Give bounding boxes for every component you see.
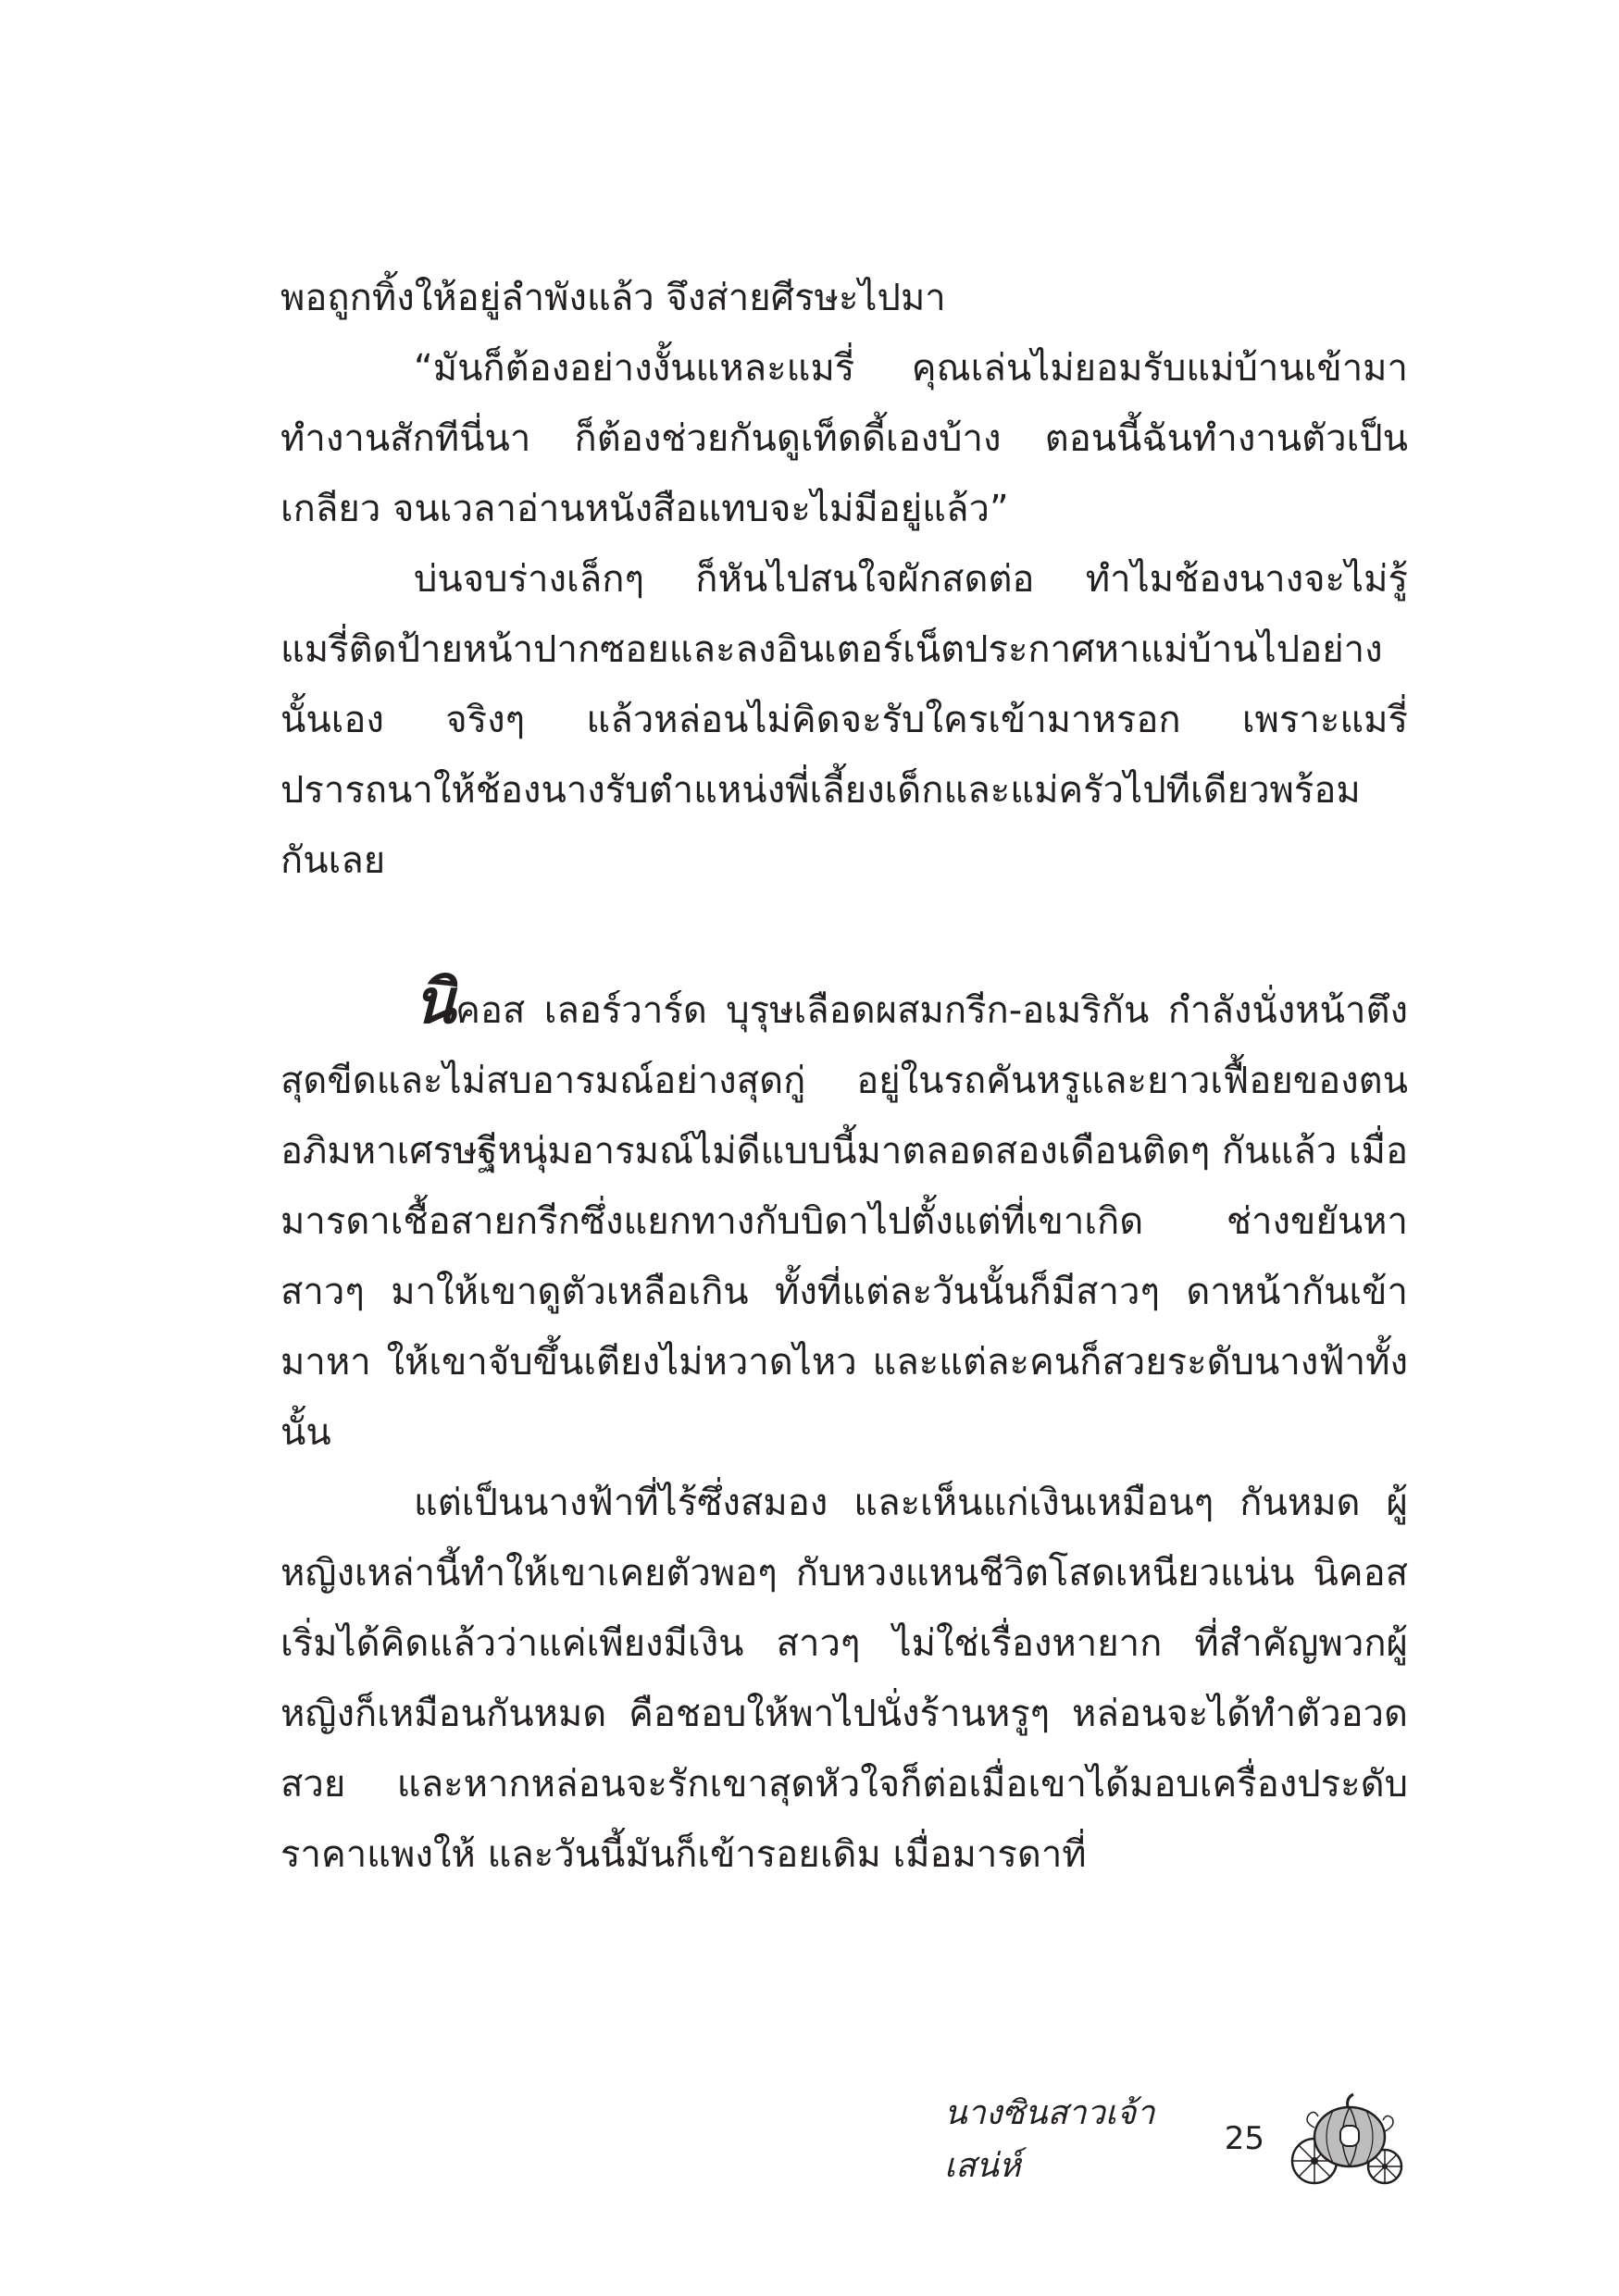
- body-text: [280, 263, 1408, 1890]
- paragraph-dialogue: “มันก็ต้องอย่างงั้นแหละแมรี่ คุณเล่นไม่ยอมรับแม่บ้านเข้ามาทำงานสักทีนี่นา ก็ต้องช่วยกันดูเท็ดดี้เองบ้าง ตอนนี้ฉันทำงานตัวเป็นเกลียว จนเวลาอ่านหนังสือแทบจะไม่มีอยู่แล้ว”: [280, 347, 1408, 530]
- page-number: 25: [1224, 2120, 1264, 2157]
- page-footer: [944, 2088, 1407, 2190]
- paragraph-continuation: พอถูกทิ้งให้อยู่ลำพังแล้ว จึงส่ายศีรษะไปมา: [280, 277, 946, 319]
- paragraph-narration: บ่นจบร่างเล็กๆ ก็หันไปสนใจผักสดต่อ ทำไมช้องนางจะไม่รู้ แมรี่ติดป้ายหน้าปากซอยและลงอินเตอร์เน็ตประกาศหาแม่บ้านไปอย่างนั้นเอง จริงๆ แล้วหล่อนไม่คิดจะรับใครเข้ามาหรอก เพราะแมรี่ปรารถนาให้ช้องนางรับตำแหน่งพี่เลี้ยงเด็กและแม่ครัวไปทีเดียวพร้อมกันเลย: [280, 558, 1408, 882]
- section-opening-paragraph: [280, 966, 1409, 1468]
- section-break: [280, 896, 1408, 975]
- paragraph-narration-2: แต่เป็นนางฟ้าที่ไร้ซึ่งสมอง และเห็นแก่เงินเหมือนๆ กันหมด ผู้หญิงเหล่านี้ทำให้เขาเคยตัวพอๆ กับหวงแหนชีวิตโสดเหนียวแน่น นิคอสเริ่มได้คิดแล้วว่าแค่เพียงมีเงิน สาวๆ ไม่ใช่เรื่องหายาก ที่สำคัญพวกผู้หญิงก็เหมือนกันหมด คือชอบให้พาไปนั่งร้านหรูๆ หล่อนจะได้ทำตัวอวดสวย และหากหล่อนจะรักเขาสุดหัวใจก็ต่อเมื่อเขาได้มอบเครื่องประดับราคาแพงให้ และวันนี้มันก็เข้ารอยเดิม เมื่อมารดาที่: [280, 1482, 1408, 1876]
- running-title: นางซินสาวเจ้าเสน่ห์: [944, 2094, 1155, 2185]
- pumpkin-carriage-icon: [1287, 2091, 1407, 2187]
- section-opening-text: คอส เลอร์วาร์ด บุรุษเลือดผสมกรีก-อเมริกัน กำลังนั่งหน้าตึงสุดขีดและไม่สบอารมณ์อย่างสุดกู่ อยู่ในรถคันหรูและยาวเฟื้อยของตน อภิมหาเศรษฐีหนุ่มอารมณ์ไม่ดีแบบนี้มาตลอดสองเดือนติดๆ กันแล้ว เมื่อมารดาเชื้อสายกรีกซึ่งแยกทางกับบิดาไปตั้งแต่ที่เขาเกิด ช่างขยันหาสาวๆ มาให้เขาดูตัวเหลือเกิน ทั้งที่แต่ละวันนั้นก็มีสาวๆ ดาหน้ากันเข้ามาหา ให้เขาจับขึ้นเตียงไม่หวาดไหว และแต่ละคนก็สวยระดับนางฟ้าทั้งนั้น: [280, 989, 1409, 1454]
- drop-cap: นิ: [414, 966, 456, 1037]
